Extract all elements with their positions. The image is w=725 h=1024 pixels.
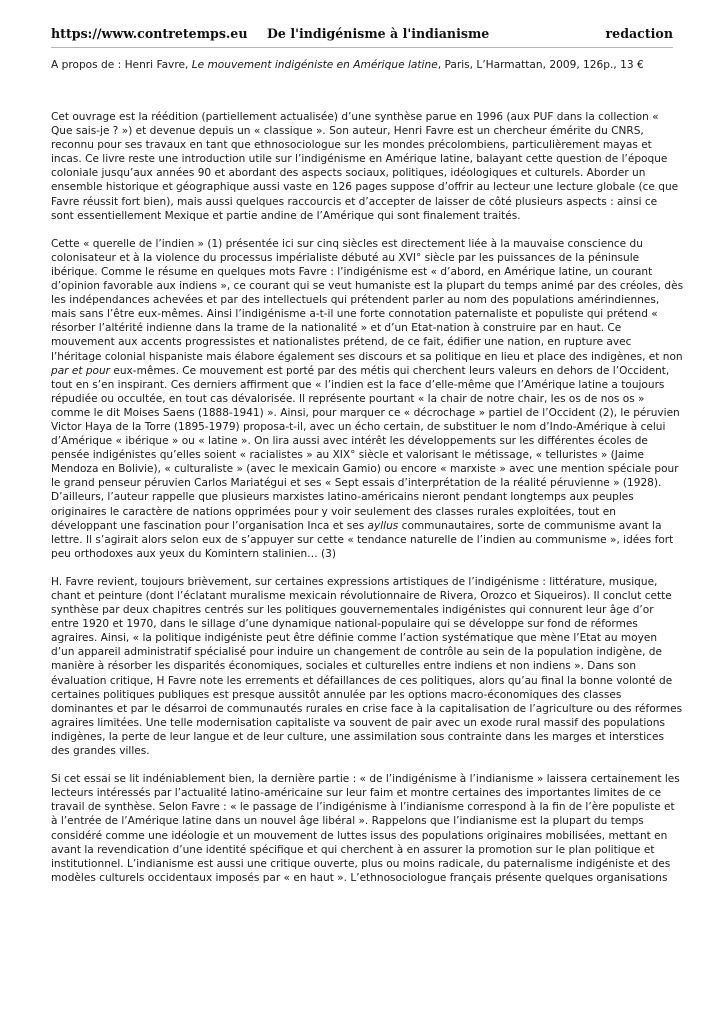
paragraph — [51, 575, 683, 758]
text-line: agraires. Ainsi, « la politique indigéniste peut être définie comme l’action systématique que mène l’Etat au moyen — [51, 632, 658, 645]
text-line: considéré comme une idéologie et un mouvement de luttes issus des populations originaires mobilisées, mettant en — [51, 829, 668, 842]
paragraph — [51, 110, 679, 223]
paragraph — [51, 237, 684, 561]
text-line: à l’entrée de l’Amérique latine dans un nouvel âge libéral ». Rappelons que l’indianisme est la plupart du temps — [51, 815, 644, 828]
text-line: évaluation critique, H Favre note les errements et défaillances de ces politiques, alors qu’au final la bonne volonté de — [51, 674, 673, 687]
text-line: Cette « querelle de l’indien » (1) présentée ici sur cinq siècles est directement liée à la mauvaise conscience du — [51, 237, 643, 250]
text-line: colonisateur et à la violence du processus impérialiste débuté au XVI° siècle par les puissances de la péninsule — [51, 251, 640, 264]
article-body — [51, 110, 684, 885]
text-line: par et pour eux-mêmes. Ce mouvement est porté par des métis qui cherchent leurs valeurs en dehors de l’Occident, — [51, 364, 670, 377]
text-line: d’un appareil administratif spécialisé pour induire un changement de contrôle au sein de la population indigène, de — [51, 646, 662, 659]
text-line: d’Amérique « ibérique » ou « latine ». On lira aussi avec intérêt les développements sur les différentes écoles de — [51, 435, 648, 448]
text-line: comme le dit Moises Saens (1888-1941) ». Ainsi, pour marquer ce « décrochage » partiel de l’Occident (2), le péruvien — [51, 406, 680, 419]
book-reference-prefix: A propos de : Henri Favre, — [51, 59, 192, 71]
text-line: Mendoza en Bolivie), « culturaliste » (avec le mexicain Gamio) ou encore « marxiste » avec une mention spéciale pour — [51, 463, 679, 476]
book-title: Le mouvement indigéniste en Amérique latine — [191, 59, 438, 71]
text-line: entre 1920 et 1970, dans le sillage d’une dynamique national-populaire qui se développe sur fond de réformes — [51, 618, 638, 631]
text-line: modèles culturels occidentaux imposés par « en haut ». L’ethnosociologue français présente quelques organisations — [51, 871, 668, 884]
text-line: répudiée ou occultée, en tout cas dévalorisée. Il représente pourtant « la chair de notre chair, les os de nos os » — [51, 392, 645, 405]
text-line: chant et peinture (dont l’éclatant muralisme mexicain révolutionnaire de Rivera, Orozco et Siqueiros). Il conclut cette — [51, 590, 672, 602]
text-line: développant une fascination pour l’organisation Inca et ses ayllus communautaires, sorte de communisme avant la — [51, 519, 662, 532]
text-line: ensemble historique et géographique aussi vaste en 126 pages suppose d’offrir au lecteur une lecture globale (ce que — [51, 181, 679, 194]
book-reference — [51, 58, 673, 72]
text-line: mais sans l’être eux-mêmes. Ainsi l’indigénisme a-t-il une forte connotation paternaliste et populiste qui prétend « — [51, 308, 658, 321]
text-line: Si cet essai se lit indéniablement bien, la dernière partie : « de l’indigénisme à l’indianisme » laissera certainement les — [51, 773, 680, 786]
text-line: tout en s’en inspirant. Ces derniers affirment que « l’indien est la face d’elle-même que l’Amérique latine a toujours — [51, 378, 665, 391]
italic-phrase: par et pour — [51, 364, 110, 377]
text-line: certaines politiques publiques est presque aussitôt annulée par les options macro-économiques des classes — [51, 688, 622, 701]
header-title: De l'indigénisme à l'indianisme — [267, 26, 490, 41]
text-line: le grand penseur péruvien Carlos Mariatégui et ses « Sept essais d’interprétation de la réalité péruvienne » (1928). — [51, 477, 662, 490]
text-line: Victor Haya de la Torre (1895-1979) proposa-t-il, avec un écho certain, de substituer le nom d’Indo-Amérique à celui — [51, 420, 666, 433]
text-line: pensée indigénistes qu’elles soient « racialistes » au XIX° siècle et valorisant le métissage, « telluristes » (Jaime — [51, 449, 645, 462]
paragraph — [51, 772, 680, 885]
text-line: travail de synthèse. Selon Favre : « le passage de l’indigénisme à l’indianisme correspond à la fin de l’ère populiste et — [51, 801, 675, 814]
text-line: H. Favre revient, toujours brièvement, sur certaines expressions artistiques de l’indigénisme : littérature, musique, — [51, 575, 658, 588]
text-line: synthèse par deux chapitres centrés sur les politiques gouvernementales indigénistes qui connurent leur âge d’or — [51, 604, 654, 617]
text-line: agraires limitées. Une telle modernisation capitaliste va souvent de pair avec un exode rural massif des populations — [51, 716, 665, 729]
text-line: D’ailleurs, l’auteur rappelle que plusieurs marxistes latino-américains nieront pendant longtemps aux peuples — [51, 491, 634, 504]
text-line: mouvement aux accents progressistes et nationalistes prétend, de ce fait, édifier une nation, en rupture avec — [51, 336, 632, 349]
text-line: reconnu pour ses travaux en tant que ethnosociologue sur les mondes précolombiens, particulièrement mayas et — [51, 139, 652, 152]
header-author: redaction — [605, 26, 673, 41]
text-line: lecteurs intéressés par l’actualité latino-américaine sur leur faim et montre certaines des importantes limites de ce — [51, 787, 662, 800]
text-line: incas. Ce livre reste une introduction utile sur l’indigénisme en Amérique latine, balayant cette question de l’époque — [51, 153, 668, 166]
text-line: lettre. Il s’agirait alors selon eux de s’appuyer sur cette « tendance naturelle de l’indien au communisme », idées fort — [51, 533, 674, 546]
text-line: des grandes villes. — [51, 745, 150, 758]
text-line: d’opinion favorable aux indiens », ce courant qui se veut humaniste est la plupart du temps animé par des créoles, dès — [51, 280, 684, 293]
header-url: https://www.contretemps.eu — [51, 26, 248, 41]
text-line: Cet ouvrage est la réédition (partiellement actualisée) d’une synthèse parue en 1996 (aux PUF dans la collection « — [51, 111, 659, 123]
text-line: indigènes, la perte de leur langue et de leur culture, une assimilation sous contrainte dans les marges et interstices — [51, 730, 664, 743]
text-line: Favre réussit fort bien), mais aussi quelques raccourcis et d’accepter de laisser de côté plusieurs aspects : ainsi ce — [51, 195, 658, 208]
italic-phrase: ayllus — [367, 519, 399, 532]
text-line: manière à résorber les disparités économiques, sociales et culturelles entre indiens et non indiens ». Dans son — [51, 660, 637, 673]
text-line: les indépendances achevées et par des intellectuels qui prétendent parler au nom des populations amérindiennes, — [51, 294, 660, 307]
text-line: avant la revendication d’une identité spécifique et qui cherchent à en assurer la promotion sur le plan politique et — [51, 843, 655, 856]
book-reference-suffix: , Paris, L’Harmattan, 2009, 126p., 13 € — [437, 59, 644, 71]
text-line: dominantes et par le désarroi de communautés rurales en crise face à la capitalisation de l’agriculture ou des réformes — [51, 702, 683, 715]
text-line: peu orthodoxes aux yeux du Komintern stalinien… (3) — [51, 547, 336, 560]
text-line: coloniale jusqu’aux années 90 et abordant des aspects sociaux, politiques, idéologiques et culturels. Aborder un — [51, 167, 646, 180]
text-line: originaires le caractère de nations opprimées pour y voir seulement des classes rurales exploitées, tout en — [51, 505, 616, 518]
page-header — [51, 26, 673, 48]
text-line: résorber l’altérité indienne dans la trame de la nationalité » et d’un Etat-nation à construire par en haut. Ce — [51, 322, 622, 335]
text-line: sont essentiellement Mexique et partie andine de l’Amérique qui sont finalement traités. — [51, 209, 521, 222]
text-line: institutionnel. L’indianisme est aussi une critique ouverte, plus ou moins radicale, du paternalisme indigéniste et des — [51, 857, 671, 870]
text-line: l’héritage colonial hispaniste mais élabore également ses discours et sa politique en lieu et place des indigènes, et non — [51, 350, 683, 363]
text-line: ibérique. Comme le résume en quelques mots Favre : l’indigénisme est « d’abord, en Amérique latine, un courant — [51, 265, 653, 278]
document-page — [51, 26, 684, 899]
text-line: Que sais-je ? ») et devenue depuis un « classique ». Son auteur, Henri Favre est un chercheur émérite du CNRS, — [51, 125, 644, 138]
